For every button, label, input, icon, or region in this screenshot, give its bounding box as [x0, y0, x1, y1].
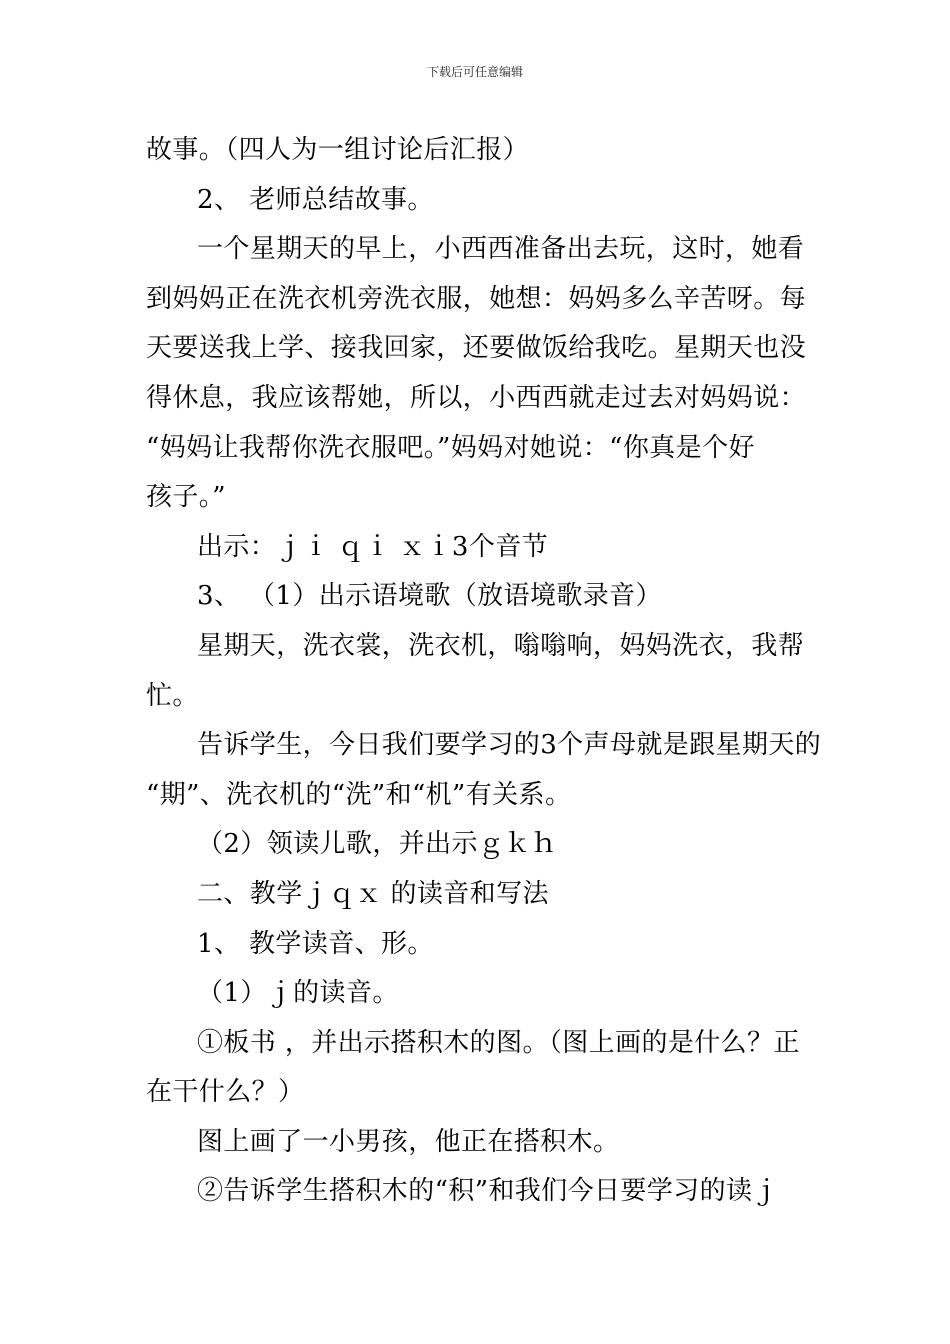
text-line: 得休息，我应该帮她，所以，小西西就走过去对妈妈说：	[146, 382, 807, 413]
text-line: “期”、洗衣机的“洗”和“机”有关系。	[146, 779, 572, 810]
text-line: 在干什么？）	[146, 1077, 305, 1108]
text-line: 到妈妈正在洗衣机旁洗衣服，她想：妈妈多么辛苦呀。每	[146, 283, 807, 314]
text-line: “妈妈让我帮你洗衣服吧。”妈妈对她说：“你真是个好	[146, 432, 755, 463]
text-line: 忙。	[146, 680, 199, 711]
page-header: 下载后可任意编辑	[426, 65, 523, 79]
text-line: 告诉学生，今日我们要学习的3个声母就是跟星期天的	[197, 730, 822, 761]
document-body	[146, 126, 826, 1217]
text-line: 出示：ｊｉ ｑｉ ｘｉ3个音节	[197, 531, 549, 562]
text-line: （2）领读儿歌，并出示ｇｋｈ	[197, 829, 558, 860]
text-line: 3、 （1）出示语境歌（放语境歌录音）	[197, 581, 662, 612]
text-line: 2、 老师总结故事。	[197, 184, 434, 215]
text-line: 1、 教学读音、形。	[197, 928, 434, 959]
text-line: 星期天，洗衣裳，洗衣机，嗡嗡响，妈妈洗衣，我帮	[197, 630, 805, 661]
text-line: 孩子。”	[146, 482, 226, 513]
text-line: ②告诉学生搭积木的“积”和我们今日要学习的读ｊ	[197, 1176, 779, 1207]
text-line: 故事。（四人为一组讨论后汇报）	[146, 135, 530, 165]
text-line: （1）ｊ的读音。	[197, 978, 399, 1009]
text-line: 二、教学ｊｑｘ 的读音和写法	[197, 878, 549, 909]
text-line: 天要送我上学、接我回家，还要做饭给我吃。星期天也没	[146, 333, 807, 364]
text-line: 图上画了一小男孩，他正在搭积木。	[197, 1126, 620, 1157]
text-line: ①板书 ，并出示搭积木的图。（图上画的是什么？正	[197, 1027, 800, 1058]
text-line: 一个星期天的早上，小西西准备出去玩，这时，她看	[197, 234, 805, 265]
